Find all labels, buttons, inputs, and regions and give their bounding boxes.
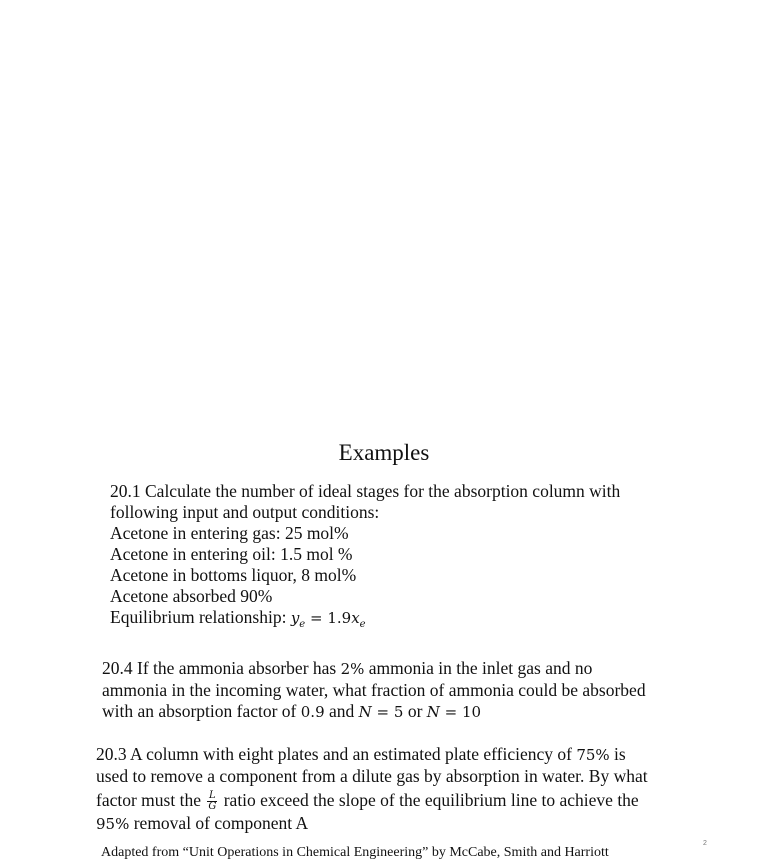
example-20-1	[110, 481, 620, 635]
example-line: 95% removal of component A	[96, 813, 309, 833]
example-line: ammonia in the incoming water, what fraction of ammonia could be absorbed	[102, 680, 646, 700]
example-line: Acetone in entering gas: 25 mol%	[110, 523, 349, 543]
equilibrium-label: Equilibrium relationship:	[110, 607, 291, 627]
example-line: used to remove a component from a dilute gas by absorption in water. By what	[96, 766, 648, 786]
example-line: Acetone in entering oil: 1.5 mol %	[110, 544, 353, 564]
example-line: factor must the $\frac{L}{G}$ ratio exceed the slope of the equilibrium line to achieve the	[96, 790, 639, 813]
equilibrium-line	[110, 607, 620, 635]
source-citation: Adapted from “Unit Operations in Chemical Engineering” by McCabe, Smith and Harriott	[101, 845, 609, 860]
equation-n10: N = 10	[426, 703, 482, 721]
example-line: Acetone absorbed 90%	[110, 586, 273, 606]
example-20-4	[102, 658, 646, 723]
equilibrium-equation: $y_e = 1.9x_e$	[290, 609, 366, 630]
example-line: 20.4 If the ammonia absorber has 2% ammonia in the inlet gas and no	[102, 658, 593, 678]
example-20-3	[96, 744, 648, 835]
example-line: 20.1 Calculate the number of ideal stages for the absorption column with	[110, 481, 621, 501]
example-line: Acetone in bottoms liquor, 8 mol%	[110, 565, 357, 585]
l-over-g-fraction: $\frac{L}{G}$	[208, 790, 217, 813]
equation-n5: N = 5	[358, 703, 404, 721]
page-title: Examples	[338, 440, 430, 465]
page-number: 2	[703, 840, 707, 847]
example-line: following input and output conditions:	[110, 502, 380, 522]
example-line: with an absorption factor of 0.9 and N = 5 or N = 10	[102, 701, 482, 721]
example-line: 20.3 A column with eight plates and an estimated plate efficiency of 75% is	[96, 744, 626, 764]
